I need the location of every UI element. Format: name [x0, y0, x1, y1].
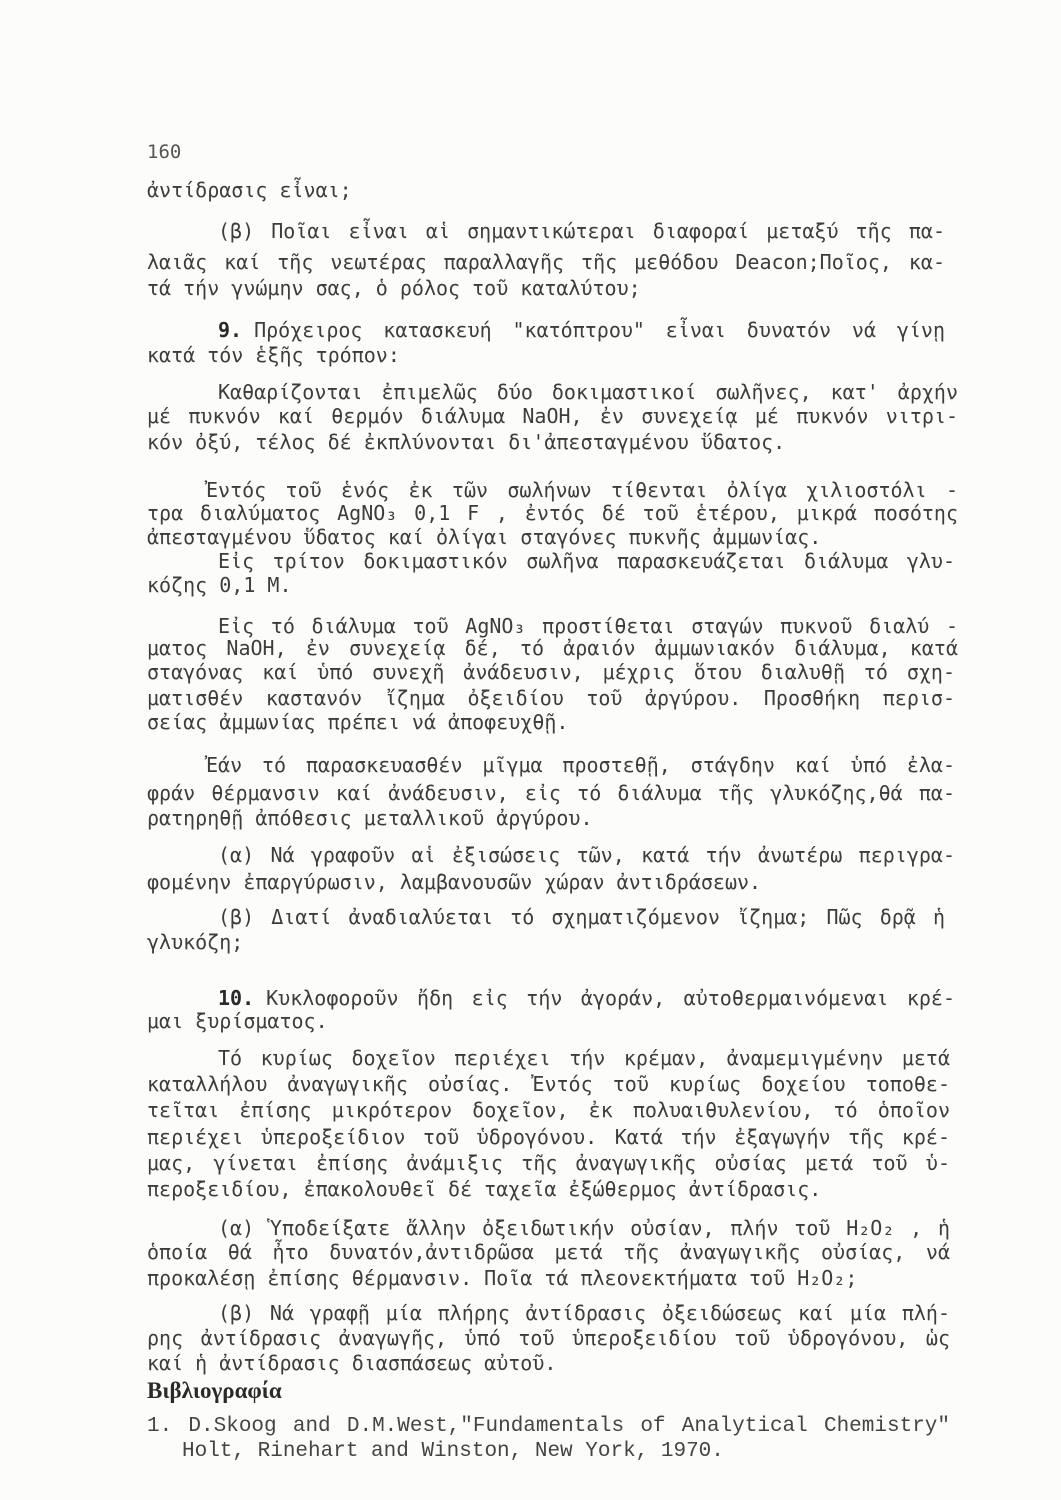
question-9a-line: (α) Νά γραφοῦν αἱ ἐξισώσεις τῶν, κατά τήν ἀνωτέρω περιγρα- — [218, 843, 955, 867]
question-9b-line: (β) Διατί ἀναδιαλύεται τό σχηματιζόμενον ἴζημα; Πῶς δρᾷ ἡ — [218, 905, 945, 929]
question-9-line: κατά τόν ἑξῆς τρόπον: — [147, 343, 400, 367]
procedure-line: σταγόνας καί ὑπό συνεχῆ ἀνάδευσιν, μέχρις ὅτου διαλυθῇ τό σχη- — [147, 660, 955, 684]
description-line: περιέχει ὑπεροξείδιον τοῦ ὑδρογόνου. Κατά τήν ἐξαγωγήν τῆς κρέ- — [147, 1125, 950, 1149]
carryover-line: ἀντίδρασις εἶναι; — [147, 178, 352, 202]
question-9-heading-line — [218, 318, 945, 342]
procedure-line: σείας ἀμμωνίας πρέπει νά ἀποφευχθῇ. — [147, 710, 569, 734]
question-9-number: 9. — [218, 318, 243, 342]
bibliography-entry-line: Holt, Rinehart and Winston, New York, 1970. — [182, 1440, 724, 1463]
question-10b-line: (β) Νά γραφῇ μία πλήρης ἀντίδρασις ὀξειδώσεως καί μία πλή- — [218, 1301, 950, 1325]
question-10b-line: ρης ἀντίδρασις ἀναγωγῆς, ὑπό τοῦ ὑπεροξειδίου τοῦ ὑδρογόνου, ὡς — [147, 1326, 950, 1350]
procedure-line: ματος NaOH, ἐν συνεχείᾳ δέ, τό ἀραιόν ἀμμωνιακόν διάλυμα, κατά — [147, 636, 958, 660]
procedure-line: Ἐάν τό παρασκευασθέν μῖγμα προστεθῇ, στάγδην καί ὑπό ἐλα- — [206, 753, 955, 777]
page-number: 160 — [147, 141, 182, 163]
question-10a-line: προκαλέσῃ ἐπίσης θέρμανσιν. Ποῖα τά πλεονεκτήματα τοῦ H₂O₂; — [147, 1266, 858, 1290]
procedure-line: κόν ὀξύ, τέλος δέ ἐκπλύνονται δι'ἀπεσταγμένου ὕδατος. — [147, 430, 786, 454]
question-10a-line: (α) Ὑποδείξατε ἄλλην ὀξειδωτικήν οὐσίαν, πλήν τοῦ H₂O₂ , ἡ — [218, 1216, 950, 1240]
question-8b-line: τά τήν γνώμην σας, ὁ ρόλος τοῦ καταλύτου; — [147, 276, 641, 300]
procedure-line: Ἐντός τοῦ ἑνός ἐκ τῶν σωλήνων τίθενται ὀλίγα χιλιοστόλι - — [206, 478, 958, 502]
description-line: καταλλήλου ἀναγωγικῆς οὐσίας. Ἐντός τοῦ κυρίως δοχείου τοποθε- — [147, 1072, 950, 1096]
procedure-line: ρατηρηθῇ ἀπόθεσις μεταλλικοῦ ἀργύρου. — [147, 806, 593, 830]
question-10b-line: καί ἡ ἀντίδρασις διασπάσεως αὐτοῦ. — [147, 1351, 557, 1375]
bibliography-entry-line: 1. D.Skoog and D.M.West,"Fundamentals of Analytical Chemistry" — [147, 1415, 950, 1438]
procedure-line: ματισθέν καστανόν ἴζημα ὀξειδίου τοῦ ἀργύρου. Προσθήκη περισ- — [147, 686, 955, 710]
question-9b-line: γλυκόζη; — [147, 930, 244, 954]
procedure-line: μέ πυκνόν καί θερμόν διάλυμα NaOH, ἐν συνεχείᾳ μέ πυκνόν νιτρι- — [147, 404, 958, 428]
question-8b-line: (β) Ποῖαι εἶναι αἱ σημαντικώτεραι διαφοραί μεταξύ τῆς πα- — [218, 219, 945, 243]
procedure-line: κόζης 0,1 M. — [147, 573, 292, 597]
procedure-line: Καθαρίζονται ἐπιμελῶς δύο δοκιμαστικοί σωλῆνες, κατ' ἀρχήν — [218, 380, 958, 404]
procedure-line: Εἰς τρίτον δοκιμαστικόν σωλῆνα παρασκευάζεται διάλυμα γλυ- — [218, 549, 955, 573]
question-9a-line: φομένην ἐπαργύρωσιν, λαμβανουσῶν χώραν ἀντιδράσεων. — [147, 870, 762, 894]
question-10a-line: ὁποία θά ἦτο δυνατόν,ἀντιδρῶσα μετά τῆς ἀναγωγικῆς οὐσίας, νά — [147, 1240, 950, 1264]
description-line: περοξειδίου, ἐπακολουθεῖ δέ ταχεῖα ἐξώθερμος ἀντίδρασις. — [147, 1177, 822, 1201]
description-line: Τό κυρίως δοχεῖον περιέχει τήν κρέμαν, ἀναμεμιγμένην μετά — [218, 1046, 950, 1070]
procedure-line: φράν θέρμανσιν καί ἀνάδευσιν, εἰς τό διάλυμα τῆς γλυκόζης,θά πα- — [147, 781, 955, 805]
question-10-heading-line — [218, 986, 955, 1010]
description-line: μας, γίνεται ἐπίσης ἀνάμιξις τῆς ἀναγωγικῆς οὐσίας μετά τοῦ ὑ- — [147, 1151, 950, 1175]
procedure-line: τρα διαλύματος AgNO₃ 0,1 F , ἐντός δέ τοῦ ἑτέρου, μικρά ποσότης — [147, 501, 958, 525]
question-10-text: Κυκλοφοροῦν ἤδη εἰς τήν ἀγοράν, αὐτοθερμαινόμεναι κρέ- — [266, 986, 955, 1010]
description-line: τεῖται ἐπίσης μικρότερον δοχεῖον, ἐκ πολυαιθυλενίου, τό ὁποῖον — [147, 1098, 950, 1122]
question-10-line: μαι ξυρίσματος. — [147, 1009, 328, 1033]
bibliography-heading: Βιβλιογραφία — [147, 1378, 282, 1403]
question-10-number: 10. — [218, 986, 255, 1010]
procedure-line: Εἰς τό διάλυμα τοῦ AgNO₃ προστίθεται σταγών πυκνοῦ διαλύ - — [218, 614, 958, 638]
question-9-text: Πρόχειρος κατασκευή "κατόπτρου" εἶναι δυνατόν νά γίνῃ — [254, 318, 945, 342]
question-8b-line: λαιᾶς καί τῆς νεωτέρας παραλλαγῆς τῆς μεθόδου Deacon;Ποῖος, κα- — [147, 250, 945, 274]
procedure-line: ἀπεσταγμένου ὕδατος καί ὀλίγαι σταγόνες πυκνῆς ἀμμωνίας. — [147, 525, 822, 549]
